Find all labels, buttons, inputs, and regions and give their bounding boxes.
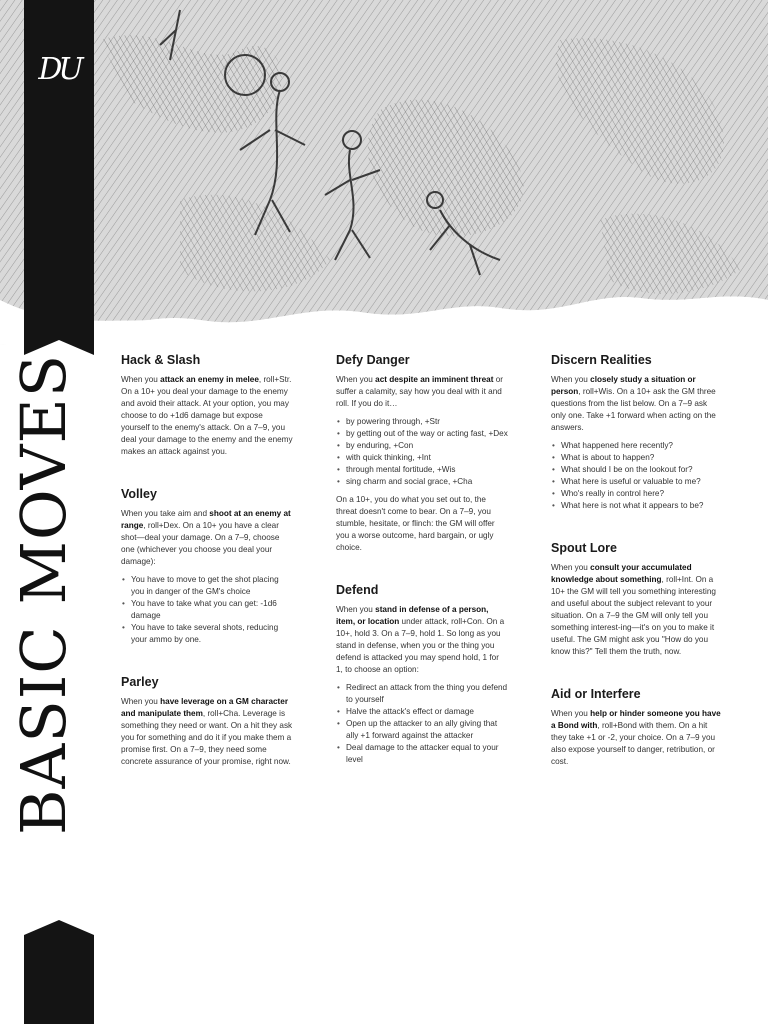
move-title: Volley [121, 487, 157, 501]
move-spout-lore [551, 540, 723, 658]
move-hack-slash [121, 352, 293, 458]
move-text: When you attack an enemy in melee, roll+Str. On a 10+ you deal your damage to the enemy and avoid their attack. At your option, you may choose to do +1d6 damage but expose yourself to the enemy's attack. On a 7–9, you deal your damage to the enemy and the enemy makes an attack against you. [121, 375, 293, 456]
list-item: • by getting out of the way or acting fast, +Dex [336, 428, 508, 440]
move-title: Aid or Interfere [551, 687, 641, 701]
list-item: • through mental fortitude, +Wis [336, 464, 508, 476]
list-item: • What here is useful or valuable to me? [551, 476, 723, 488]
column-2 [336, 345, 508, 766]
option-list [551, 440, 723, 512]
move-defy-danger [336, 352, 508, 554]
list-item: • What here is not what it appears to be? [551, 500, 723, 512]
move-title: Defend [336, 583, 379, 597]
move-title: Defy Danger [336, 353, 410, 367]
move-parley [121, 674, 293, 768]
move-text: On a 10+, you do what you set out to, the threat doesn't come to bear. On a 7–9, you stumble, hesitate, or flinch: the GM will offer you a worse outcome, hard bargain, or ugly choice. [336, 495, 495, 552]
list-item: • You have to move to get the shot placing you in danger of the GM's choice [121, 574, 293, 598]
list-item: • with quick thinking, +Int [336, 452, 508, 464]
move-title: Discern Realities [551, 353, 652, 367]
logo: DU [38, 52, 80, 87]
section-title: BASIC MOVES [7, 353, 80, 835]
move-text: When you consult your accumulated knowledge about something, roll+Int. On a 10+ the GM will tell you something interesting and useful about the subject relevant to your situation. On a 7–9 the GM will only tell you something interest-ing—it's on you to make it useful. The GM might ask you "How do you know this?" Tell them the truth, now. [551, 563, 716, 656]
option-list [121, 574, 293, 646]
move-defend [336, 582, 508, 766]
move-aid-interfere [551, 686, 723, 768]
move-text: When you have leverage on a GM character and manipulate them, roll+Cha. Leverage is something they need or want. On a hit they ask you for something and do it if you make them a promise first. On a 7–9, they need some concrete assurance of your promise, right now. [121, 697, 293, 766]
list-item: • sing charm and social grace, +Cha [336, 476, 508, 488]
column-1 [121, 345, 293, 768]
header-illustration [0, 0, 768, 345]
option-list [336, 682, 508, 766]
list-item: • You have to take several shots, reducing your ammo by one. [121, 622, 293, 646]
move-text: When you stand in defense of a person, item, or location under attack, roll+Con. On a 10+, hold 3. On a 7–9, hold 1. So long as you stand in defense, when you or the thing you defend is attacked you may spend hold, 1 for 1, to choose an option: [336, 605, 505, 674]
list-item: • Redirect an attack from the thing you defend to yourself [336, 682, 508, 706]
list-item: • Open up the attacker to an ally giving that ally +1 forward against the attacker [336, 718, 508, 742]
list-item: • What should I be on the lookout for? [551, 464, 723, 476]
move-title: Spout Lore [551, 541, 617, 555]
list-item: • Deal damage to the attacker equal to your level [336, 742, 508, 766]
list-item: • Who's really in control here? [551, 488, 723, 500]
list-item: • What happened here recently? [551, 440, 723, 452]
list-item: • What is about to happen? [551, 452, 723, 464]
move-text: When you help or hinder someone you have a Bond with, roll+Bond with them. On a hit they take +1 or -2, your choice. On a 7–9 you also expose yourself to danger, retribution, or cost. [551, 709, 721, 766]
move-text: When you take aim and shoot at an enemy at range, roll+Dex. On a 10+ you have a clear shot—deal your damage. On a 7–9, choose one (whichever you choose you deal your damage): [121, 509, 291, 566]
move-title: Parley [121, 675, 159, 689]
list-item: • You have to take what you can get: -1d6 damage [121, 598, 293, 622]
move-volley [121, 486, 293, 646]
move-title: Hack & Slash [121, 353, 201, 367]
move-discern-realities [551, 352, 723, 512]
option-list [336, 416, 508, 488]
list-item: • Halve the attack's effect or damage [336, 706, 508, 718]
move-text: When you closely study a situation or person, roll+Wis. On a 10+ ask the GM three questions from the list below. On a 7–9 ask only one. Take +1 forward when acting on the answers. [551, 375, 716, 432]
column-3 [551, 345, 723, 768]
move-text: When you act despite an imminent threat or suffer a calamity, say how you deal with it and roll. If you do it… [336, 375, 503, 408]
list-item: • by enduring, +Con [336, 440, 508, 452]
list-item: • by powering through, +Str [336, 416, 508, 428]
